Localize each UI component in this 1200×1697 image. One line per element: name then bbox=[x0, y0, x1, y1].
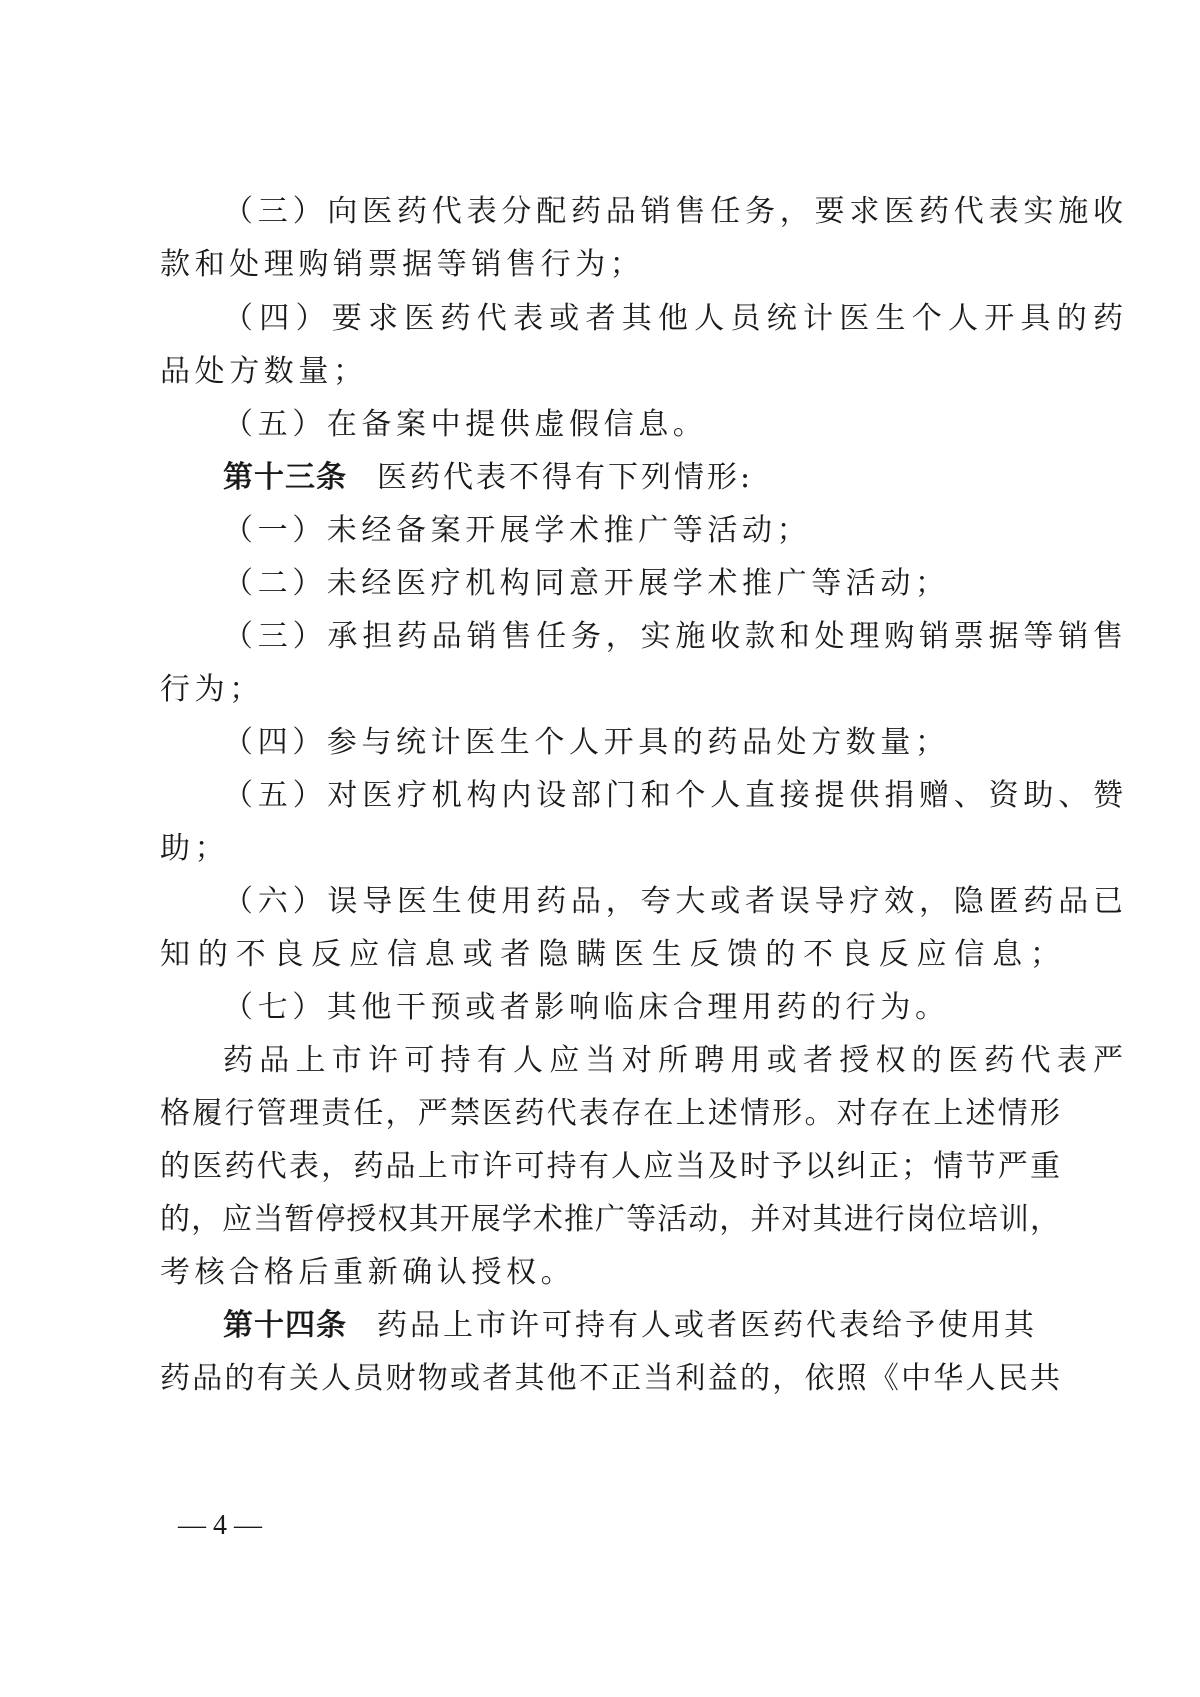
article-14-heading bbox=[223, 1306, 1123, 1346]
paragraph-line: （六）误导医生使用药品，夸大或者误导疗效，隐匿药品已 bbox=[223, 884, 1123, 919]
page-number: — 4 — bbox=[178, 1510, 262, 1541]
paragraph-line: 行为； bbox=[160, 672, 264, 707]
article-13-heading bbox=[223, 458, 1123, 498]
paragraph-line: 知的不良反应信息或者隐瞒医生反馈的不良反应信息； bbox=[160, 937, 1060, 972]
article-14-label: 第十四条 bbox=[223, 1308, 347, 1343]
paragraph-line: 格履行管理责任，严禁医药代表存在上述情形。对存在上述情形 bbox=[160, 1096, 1060, 1131]
paragraph-line: （一）未经备案开展学术推广等活动； bbox=[223, 513, 812, 548]
paragraph-line: 考核合格后重新确认授权。 bbox=[160, 1255, 576, 1290]
paragraph-line: （七）其他干预或者影响临床合理用药的行为。 bbox=[223, 990, 950, 1025]
paragraph-line: （五）对医疗机构内设部门和个人直接提供捐赠、资助、赞 bbox=[223, 778, 1123, 813]
article-13-text: 医药代表不得有下列情形: bbox=[377, 460, 754, 495]
paragraph-line: 品处方数量； bbox=[160, 354, 368, 389]
paragraph-line: 助； bbox=[160, 831, 230, 866]
paragraph-line: 药品上市许可持有人应当对所聘用或者授权的医药代表严 bbox=[223, 1043, 1123, 1078]
paragraph-line: （二）未经医疗机构同意开展学术推广等活动； bbox=[223, 566, 950, 601]
paragraph-line: （三）承担药品销售任务，实施收款和处理购销票据等销售 bbox=[223, 619, 1123, 654]
paragraph-line: 的，应当暂停授权其开展学术推广等活动，并对其进行岗位培训， bbox=[160, 1202, 1060, 1237]
paragraph-line: （四）参与统计医生个人开具的药品处方数量； bbox=[223, 725, 950, 760]
article-14-text: 药品上市许可持有人或者医药代表给予使用其 bbox=[377, 1308, 1037, 1343]
paragraph-line: 的医药代表，药品上市许可持有人应当及时予以纠正；情节严重 bbox=[160, 1149, 1060, 1184]
article-13-label: 第十三条 bbox=[223, 460, 347, 495]
paragraph-line: （五）在备案中提供虚假信息。 bbox=[223, 407, 708, 442]
paragraph-line: 款和处理购销票据等销售行为； bbox=[160, 247, 645, 282]
paragraph-line: 药品的有关人员财物或者其他不正当利益的，依照《中华人民共 bbox=[160, 1361, 1060, 1396]
paragraph-line: （四）要求医药代表或者其他人员统计医生个人开具的药 bbox=[223, 301, 1123, 336]
paragraph-line: （三）向医药代表分配药品销售任务，要求医药代表实施收 bbox=[223, 194, 1123, 229]
